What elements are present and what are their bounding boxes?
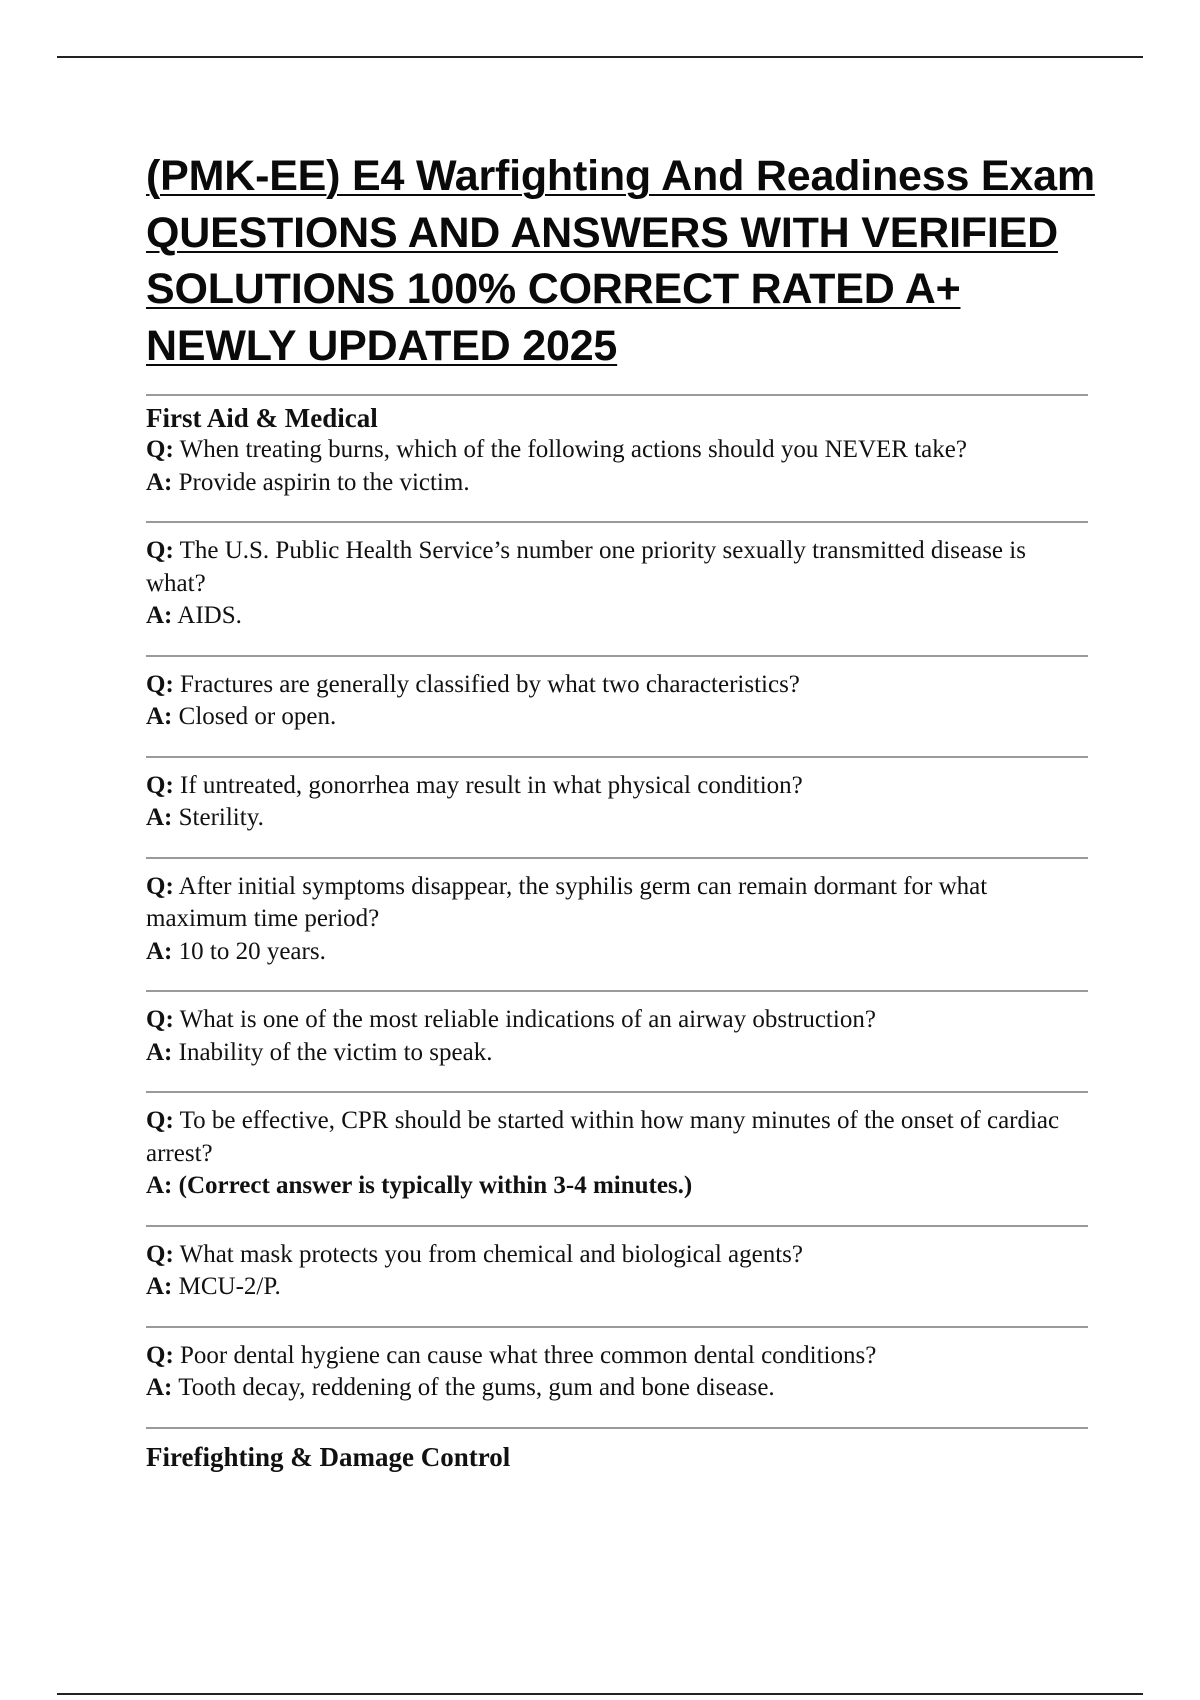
page-bottom-rule — [57, 1693, 1143, 1695]
qa-item — [146, 859, 1088, 991]
question — [146, 871, 1088, 936]
answer-text: Provide aspirin to the victim. — [178, 468, 470, 496]
qa-item — [146, 657, 1088, 756]
question-label: Q: — [146, 1240, 174, 1268]
answer-text: (Correct answer is typically within 3-4 minutes.) — [178, 1172, 693, 1199]
answer-label: A: — [146, 804, 173, 831]
answer-text: Sterility. — [178, 804, 264, 831]
question — [146, 535, 1088, 600]
answer-label: A: — [146, 1172, 173, 1199]
qa-item — [146, 1328, 1088, 1427]
answer-text: Inability of the victim to speak. — [178, 1038, 493, 1066]
question-label: Q: — [146, 771, 174, 799]
answer-text: AIDS. — [177, 602, 242, 629]
answer — [146, 1037, 1088, 1070]
answer — [146, 1372, 1088, 1405]
answer-label: A: — [146, 1038, 173, 1066]
document-body — [146, 394, 1088, 1473]
section-heading-first-aid: First Aid & Medical — [146, 403, 378, 433]
answer — [146, 600, 1088, 633]
qa-item — [146, 992, 1088, 1091]
answer-label: A: — [146, 1374, 173, 1401]
answer-text: Tooth decay, reddening of the gums, gum and bone disease. — [178, 1374, 775, 1401]
qa-item — [146, 758, 1088, 857]
question — [146, 1105, 1088, 1170]
document-title — [146, 148, 1106, 374]
answer — [146, 467, 1088, 500]
question-text: The U.S. Public Health Service’s number one priority sexually transmitted disease is what? — [146, 537, 1026, 597]
question-label: Q: — [146, 1006, 174, 1033]
question-label: Q: — [146, 670, 174, 698]
question — [146, 1340, 1088, 1373]
answer-label: A: — [146, 703, 173, 730]
document-title-text: (PMK-EE) E4 Warfighting And Readiness Exam QUESTIONS AND ANSWERS WITH VERIFIED SOLUTIONS 100% CORRECT RATED A+ NEWLY UPDATED 2025 — [146, 152, 1095, 370]
question-text: When treating burns, which of the following actions should you NEVER take? — [179, 436, 967, 463]
question-text: After initial symptoms disappear, the syphilis germ can remain dormant for what maximum time period? — [146, 872, 988, 932]
section-heading-firefighting: Firefighting & Damage Control — [146, 1441, 511, 1472]
answer — [146, 802, 1088, 835]
question-label: Q: — [146, 436, 174, 463]
answer-label: A: — [146, 1273, 173, 1300]
question-label: Q: — [146, 1341, 174, 1369]
question-text: If untreated, gonorrhea may result in what physical condition? — [180, 771, 803, 799]
answer — [146, 1271, 1088, 1304]
page-top-rule — [57, 56, 1143, 58]
qa-item — [146, 523, 1088, 655]
question-label: Q: — [146, 1107, 174, 1134]
qa-item — [146, 1093, 1088, 1225]
question — [146, 434, 1088, 467]
answer — [146, 1170, 1088, 1203]
question — [146, 669, 1088, 702]
qa-item — [146, 1227, 1088, 1326]
question — [146, 1239, 1088, 1272]
question-text: What mask protects you from chemical and biological agents? — [179, 1240, 803, 1268]
answer-text: Closed or open. — [178, 703, 337, 730]
question-label: Q: — [146, 872, 174, 900]
answer — [146, 936, 1088, 969]
answer-text: MCU-2/P. — [178, 1273, 281, 1300]
section-block — [146, 1429, 1088, 1473]
answer-label: A: — [146, 602, 173, 629]
question-text: What is one of the most reliable indications of an airway obstruction? — [179, 1006, 876, 1033]
question-label: Q: — [146, 537, 174, 564]
answer-label: A: — [146, 468, 173, 496]
answer-text: 10 to 20 years. — [178, 937, 326, 965]
question-text: To be effective, CPR should be started within how many minutes of the onset of cardiac arrest? — [146, 1107, 1060, 1167]
question — [146, 770, 1088, 803]
answer — [146, 701, 1088, 734]
question-text: Fractures are generally classified by what two characteristics? — [180, 670, 800, 698]
qa-item — [146, 396, 1088, 521]
question — [146, 1004, 1088, 1037]
answer-label: A: — [146, 937, 173, 965]
question-text: Poor dental hygiene can cause what three common dental conditions? — [180, 1341, 877, 1369]
